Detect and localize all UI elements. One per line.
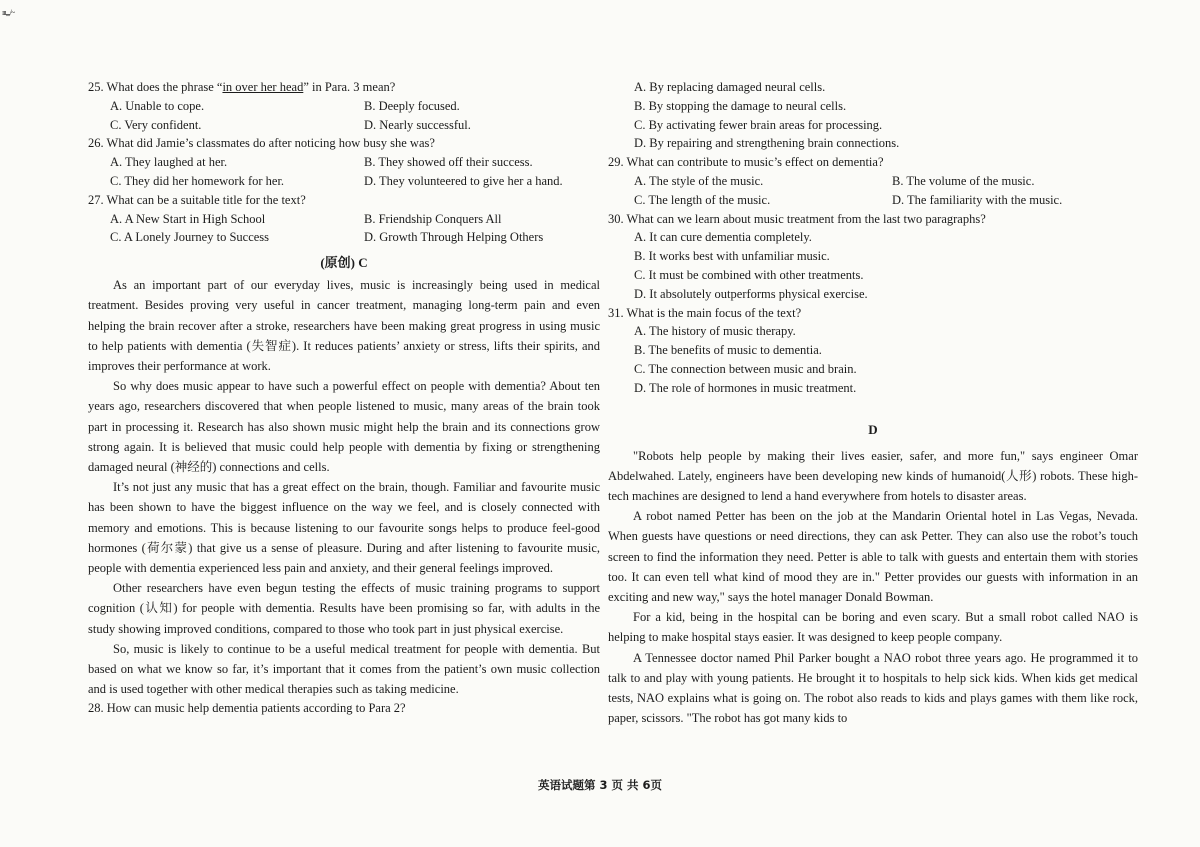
passage-d-paragraph-3: For a kid, being in the hospital can be boring and even scary. But a small robot called NAO is helping to make hospital stays easier. It was designed to keep people company.	[608, 610, 1138, 645]
corner-mark: ııı,,,,/~	[2, 8, 15, 17]
question-25-options	[110, 97, 600, 135]
option: D. By repairing and strengthening brain connections.	[634, 136, 900, 151]
page-footer: 英语试题第 3 页 共 6页	[537, 778, 663, 792]
option: B. Friendship Conquers All	[364, 211, 502, 226]
option: C. By activating fewer brain areas for processing.	[634, 117, 883, 132]
q25-prefix: 25. What does the phrase “	[88, 80, 223, 94]
option: B. The benefits of music to dementia.	[634, 343, 822, 358]
section-c-heading: (原创) C	[320, 255, 368, 271]
option: C. Very confident.	[110, 117, 202, 132]
question-31-stem: 31. What is the main focus of the text?	[608, 305, 802, 320]
option: A. A New Start in High School	[110, 211, 266, 226]
passage-d-paragraph-2: A robot named Petter has been on the job at the Mandarin Oriental hotel in Las Vegas, Nevada. When guests have questions or need directions, they can ask Petter. They can also use the robot’s touch screen to find the information they need. Petter is able to talk with guests and entertain them with stories too. It can even tell what kind of mood they are in." Petter provides our guests with information in an exciting and new way," says the hotel manager Donald Bowman.	[608, 509, 1138, 604]
option: D. The role of hormones in music treatment.	[634, 380, 857, 395]
right-column	[608, 78, 1138, 728]
question-26-stem: 26. What did Jamie’s classmates do after noticing how busy she was?	[88, 136, 435, 151]
passage-c-paragraph-4: Other researchers have even begun testing the effects of music training programs to support cognition (认知) for people with dementia. Results have been promising so far, with adults in the study showing improved conditions, compared to those who took part in just physical exercise.	[88, 581, 600, 636]
question-27-options	[110, 210, 600, 248]
passage-d-paragraph-1: "Robots help people by making their lives easier, safer, and more fun," says engineer Omar Abdelwahed. Lately, engineers have been developing new kinds of humanoid(人形) robots. These high-tech machines are designed to lend a hand everywhere from hotels to disaster areas.	[608, 448, 1138, 503]
passage-c-paragraph-5: So, music is likely to continue to be a useful medical treatment for people with dementia. But based on what we know so far, it’s important that it comes from the patient’s own music collection and is used together with other medical therapies such as taking medicine.	[88, 641, 600, 697]
option: C. It must be combined with other treatments.	[634, 267, 864, 282]
option: D. The familiarity with the music.	[892, 192, 1063, 207]
option: A. Unable to cope.	[110, 98, 205, 113]
question-27-stem: 27. What can be a suitable title for the text?	[88, 192, 306, 207]
option: C. The length of the music.	[634, 192, 771, 207]
option: B. It works best with unfamiliar music.	[634, 249, 830, 264]
passage-c-paragraph-2: So why does music appear to have such a powerful effect on people with dementia? About ten years ago, researchers discovered that when people listened to music, many areas of the brain took part in processing it. Research has also shown music might help the brain and its connections grow strong again. It is believed that music could help people with dementia by fixing or strengthening damaged neural (神经的) connections and cells.	[88, 379, 600, 474]
option: D. Growth Through Helping Others	[364, 230, 544, 245]
option: B. They showed off their success.	[364, 155, 533, 170]
option: A. It can cure dementia completely.	[634, 230, 812, 245]
passage-c-paragraph-3: It’s not just any music that has a great effect on the brain, though. Familiar and favourite music has been shown to have the biggest influence on the way we feel, and is closely connected with memory and emotions. This is because listening to our favourite songs helps to produce feel-good hormones (荷尔蒙) that give us a sense of pleasure. During and after listening to favourite music, people with dementia experienced less pain and anxiety, and their general feelings improved.	[88, 480, 600, 576]
option: A. The history of music therapy.	[634, 324, 796, 339]
option: B. Deeply focused.	[364, 98, 460, 113]
option: D. They volunteered to give her a hand.	[364, 173, 563, 188]
section-d-heading: D	[868, 421, 878, 437]
option: D. It absolutely outperforms physical exercise.	[634, 286, 868, 301]
question-30-stem: 30. What can we learn about music treatment from the last two paragraphs?	[608, 211, 986, 226]
option: C. A Lonely Journey to Success	[110, 230, 270, 245]
question-29-options	[634, 172, 1138, 210]
option: C. The connection between music and brain.	[634, 361, 857, 376]
question-26-options	[110, 153, 600, 191]
question-28-stem: 28. How can music help dementia patients according to Para 2?	[88, 701, 406, 716]
option: A. By replacing damaged neural cells.	[634, 80, 826, 94]
passage-c-paragraph-1: As an important part of our everyday lives, music is increasingly being used in medical treatment. Besides proving very useful in cancer treatment, managing long-term pain and even helping the brain recover after a stroke, researchers have been making great progress in using music to help patients with dementia (失智症). It reduces patients’ anxiety or stress, lifts their spirits, and improves their performance at work.	[88, 278, 600, 373]
question-29-stem: 29. What can contribute to music’s effect on dementia?	[608, 155, 884, 170]
q25-suffix: ” in Para. 3 mean?	[303, 80, 396, 94]
option: A. They laughed at her.	[110, 155, 228, 170]
option: B. By stopping the damage to neural cells.	[634, 98, 847, 113]
option: A. The style of the music.	[634, 173, 764, 188]
passage-d-paragraph-4: A Tennessee doctor named Phil Parker bought a NAO robot three years ago. He programmed it to talk to and play with young patients. He brought it to hospitals to help sick kids. When kids get medical tests, NAO explains what is going on. The robot also reads to kids and plays games with them like rock, paper, scissors. "The robot has got many kids to	[608, 650, 1138, 726]
left-column	[88, 78, 600, 718]
option: D. Nearly successful.	[364, 117, 471, 132]
question-25-stem	[88, 78, 600, 97]
option: C. They did her homework for her.	[110, 173, 285, 188]
q25-phrase: in over her head	[222, 80, 304, 94]
option: B. The volume of the music.	[892, 173, 1035, 188]
